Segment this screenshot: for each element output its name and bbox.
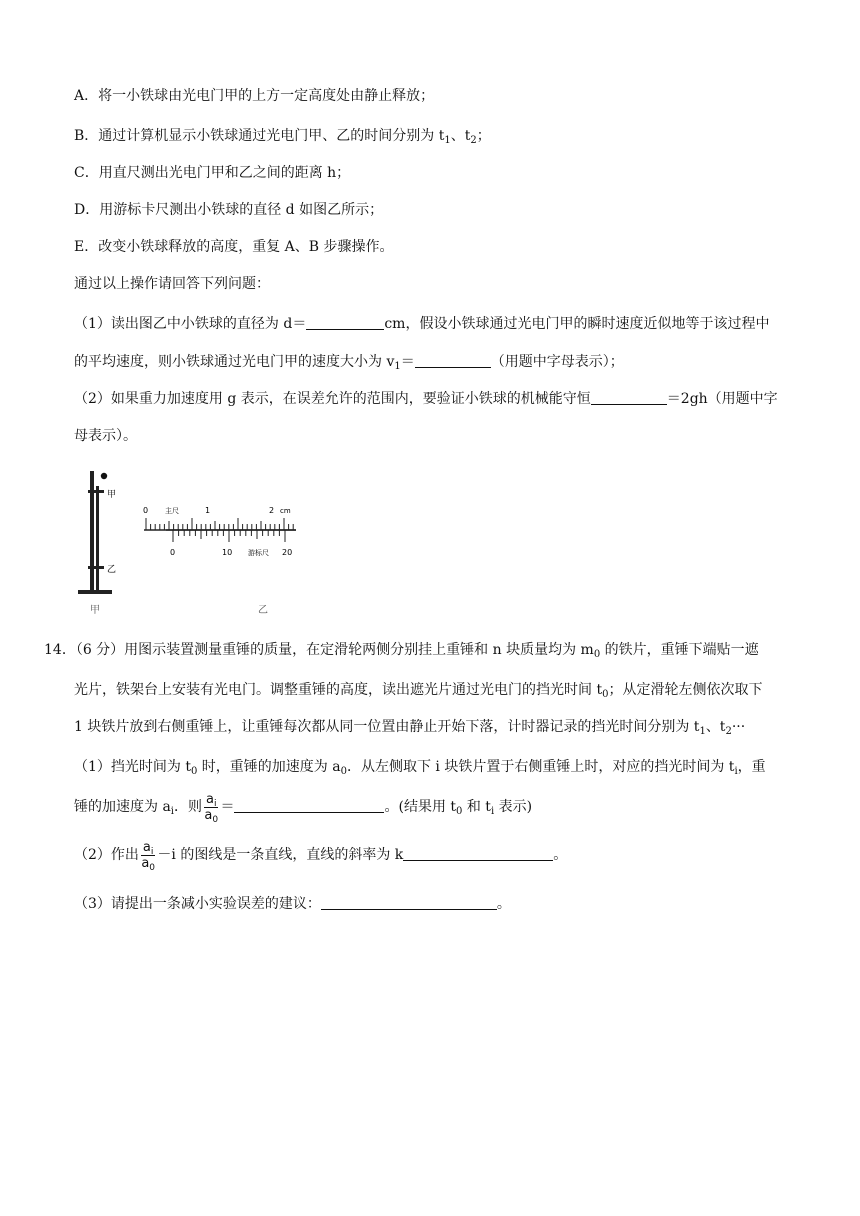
vernier-caliper xyxy=(143,506,296,616)
photogate-yi xyxy=(88,566,104,569)
answer-blank-velocity[interactable] xyxy=(415,353,491,368)
caption-yi: 乙 xyxy=(258,605,268,616)
unit-label: cm xyxy=(280,507,291,515)
q14-part3: （3）请提出一条减小实验误差的建议： 。 xyxy=(74,896,511,912)
vernier-tick-20: 20 xyxy=(282,548,293,557)
vernier-scale-label: 游标尺 xyxy=(248,549,269,557)
vernier-tick-0: 0 xyxy=(170,548,176,557)
answer-blank-suggestion[interactable] xyxy=(321,895,497,910)
iron-ball xyxy=(101,473,107,479)
step-c: C．用直尺测出光电门甲和乙之间的距离 h； xyxy=(74,165,351,181)
answer-blank-ratio[interactable] xyxy=(234,798,384,813)
answer-blank-diameter[interactable] xyxy=(306,315,384,330)
step-b: B．通过计算机显示小铁球通过光电门甲、乙的时间分别为 $t_1$、$t_2$； xyxy=(74,128,491,146)
stand-apparatus xyxy=(78,471,116,616)
step-d: D．用游标卡尺测出小铁球的直径 d 如图乙所示； xyxy=(74,202,384,218)
label-yi: 乙 xyxy=(107,565,117,575)
q14-part2: （2）作出 $\frac{a_i}{a_0}$ －i 的图线是一条直线，直线的斜率为 k 。 xyxy=(74,839,568,873)
q13-part1-line1: （1）读出图乙中小铁球的直径为 d＝ cm，假设小铁球通过光电门甲的瞬时速度近似地等于该过程中 xyxy=(74,316,770,332)
q14-part1-line2: 锤的加速度为 $a_i$．则 $\frac{a_i}{a_0}$ ＝ 。(结果用 $t_0$ 和 $t_i$ 表示) xyxy=(74,791,533,825)
fraction-ai-a0: $\frac{a_i}{a_0}$ xyxy=(204,791,219,825)
q13-part1-line2: 的平均速度，则小铁球通过光电门甲的速度大小为 $v_1=$ （用题中字母表示）； xyxy=(74,354,624,372)
main-scale-label: 主尺 xyxy=(165,507,179,515)
step-e: E．改变小铁球释放的高度，重复 A、B 步骤操作。 xyxy=(74,239,394,255)
vernier-tick-10: 10 xyxy=(222,548,233,557)
answer-blank-energy[interactable] xyxy=(591,390,667,405)
q14-line1: 14．（6 分）用图示装置测量重锤的质量，在定滑轮两侧分别挂上重锤和 n 块质量均为 $m_0$ 的铁片，重锤下端贴一遮 xyxy=(44,642,759,660)
q13-part2-line2: 母表示）。 xyxy=(74,428,137,444)
photogate-jia xyxy=(88,490,104,493)
label-jia: 甲 xyxy=(107,490,117,500)
q13-part2-line1: （2）如果重力加速度用 g 表示，在误差允许的范围内，要验证小铁球的机械能守恒 ＝2gh（用题中字 xyxy=(74,391,778,407)
fraction-ai-a0-2: $\frac{a_i}{a_0}$ xyxy=(141,839,156,873)
q14-part1-line1: （1）挡光时间为 $t_0$ 时，重锤的加速度为 $a_0$．从左侧取下 i 块铁片置于右侧重锤上时，对应的挡光时间为 $t_i$，重 xyxy=(74,759,766,777)
q14-line2: 光片，铁架台上安装有光电门。调整重锤的高度，读出遮光片通过光电门的挡光时间 $t_0$；从定滑轮左侧依次取下 xyxy=(74,682,763,700)
main-tick-1: 1 xyxy=(205,506,211,515)
answer-blank-slope[interactable] xyxy=(403,846,553,861)
step-a: A．将一小铁球由光电门甲的上方一定高度处由静止释放； xyxy=(74,88,435,104)
q14-line3: 1 块铁片放到右侧重锤上，让重锤每次都从同一位置由静止开始下落，计时器记录的挡光时间分别为 $t_1$、$t_2\cdot\cdot\cdot$ xyxy=(74,719,746,737)
caption-jia: 甲 xyxy=(90,605,100,616)
main-tick-0: 0 xyxy=(143,506,149,515)
main-tick-2: 2 xyxy=(269,506,275,515)
intro-text: 通过以上操作请回答下列问题： xyxy=(74,276,270,292)
experiment-figure xyxy=(70,466,310,620)
